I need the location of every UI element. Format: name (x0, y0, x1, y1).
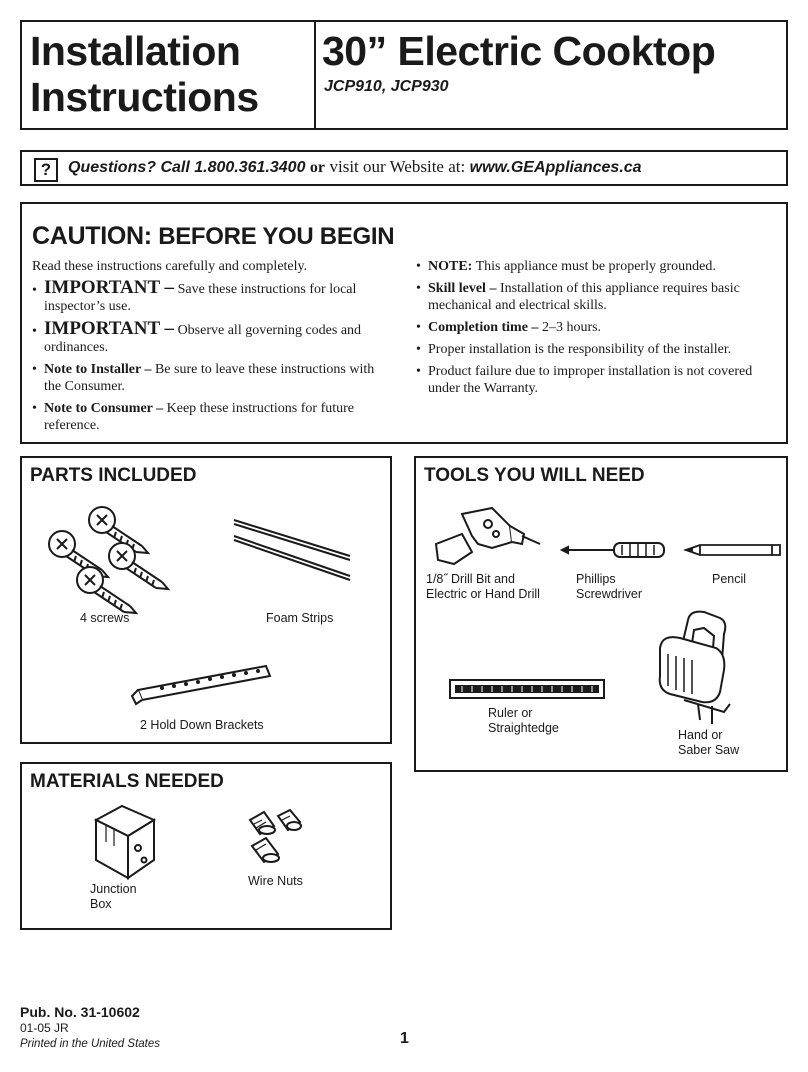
list-item: • Product failure due to improper installation is not covered under the Warranty. (416, 363, 786, 397)
caution-left-column (32, 258, 394, 439)
caution-intro: Read these instructions carefully and completely. (32, 259, 308, 274)
caution-word: CAUTION: (32, 222, 152, 250)
header-divider (314, 22, 316, 128)
product-title: 30” Electric Cooktop (322, 28, 716, 74)
brackets-label: 2 Hold Down Brackets (140, 718, 264, 732)
page-number: 1 (400, 1030, 409, 1047)
list-item: • Completion time – 2–3 hours. (416, 319, 786, 336)
website-link[interactable]: www.GEAppliances.ca (469, 159, 642, 176)
screwdriver-label-1: Phillips (576, 572, 616, 586)
saw-label-1: Hand or (678, 728, 723, 742)
parts-included-box (20, 456, 392, 744)
ruler-icon (448, 678, 608, 702)
junction-box-icon (92, 802, 162, 882)
bracket-illustration (130, 662, 280, 708)
model-numbers: JCP910, JCP930 (324, 78, 449, 95)
wire-nuts-icon (244, 808, 308, 872)
visit-text: visit our Website at: (329, 157, 466, 176)
foam-strips-label: Foam Strips (266, 611, 334, 625)
printed-in: Printed in the United States (20, 1038, 160, 1050)
pencil-icon (684, 540, 786, 560)
saw-icon (654, 608, 744, 726)
junction-box-label-2: Box (90, 897, 112, 911)
wire-nuts-label: Wire Nuts (248, 874, 303, 888)
list-item: • IMPORTANT – Observe all governing codes and ordinances. (32, 320, 394, 356)
list-item: • IMPORTANT – Save these instructions for local inspector’s use. (32, 279, 394, 315)
caution-right-column (416, 258, 786, 402)
question-icon: ? (34, 158, 58, 182)
or-text: or (309, 159, 326, 176)
materials-title: MATERIALS NEEDED (30, 771, 224, 792)
caution-heading (32, 222, 394, 251)
caution-subtitle: BEFORE YOU BEGIN (158, 223, 395, 250)
header-box (20, 20, 788, 130)
list-item: • Proper installation is the responsibility of the installer. (416, 341, 786, 358)
publication-number: Pub. No. 31-10602 (20, 1004, 140, 1020)
doc-title-line2: Instructions (30, 74, 259, 120)
caution-box (20, 202, 788, 444)
publication-date: 01-05 JR (20, 1021, 69, 1035)
list-item: • Skill level – Installation of this appliance requires basic mechanical and electrical skills. (416, 280, 786, 314)
doc-title-line1: Installation (30, 28, 241, 74)
screws-label: 4 screws (80, 611, 130, 625)
list-item: • NOTE: This appliance must be properly grounded. (416, 258, 786, 275)
parts-title: PARTS INCLUDED (30, 465, 197, 486)
screws-illustration (40, 508, 190, 608)
screwdriver-label-2: Screwdriver (576, 587, 642, 601)
question-text (68, 157, 642, 177)
screwdriver-icon (560, 538, 670, 562)
question-bar (20, 150, 788, 186)
tools-box (414, 456, 788, 772)
list-item: • Note to Installer – Be sure to leave these instructions with the Consumer. (32, 361, 394, 395)
ruler-label-1: Ruler or (488, 706, 533, 720)
foam-strips-illustration (232, 518, 362, 582)
junction-box-label-1: Junction (90, 882, 137, 896)
list-item: • Note to Consumer – Keep these instructions for future reference. (32, 400, 394, 434)
pencil-label: Pencil (712, 572, 747, 586)
saw-label-2: Saber Saw (678, 743, 740, 757)
tools-title: TOOLS YOU WILL NEED (424, 465, 645, 486)
drill-label-1: 1/8˝ Drill Bit and (426, 572, 515, 586)
phone-text: Questions? Call 1.800.361.3400 (68, 159, 306, 176)
drill-label-2: Electric or Hand Drill (426, 587, 540, 601)
materials-box (20, 762, 392, 930)
drill-icon (432, 506, 542, 570)
ruler-label-2: Straightedge (488, 721, 559, 735)
